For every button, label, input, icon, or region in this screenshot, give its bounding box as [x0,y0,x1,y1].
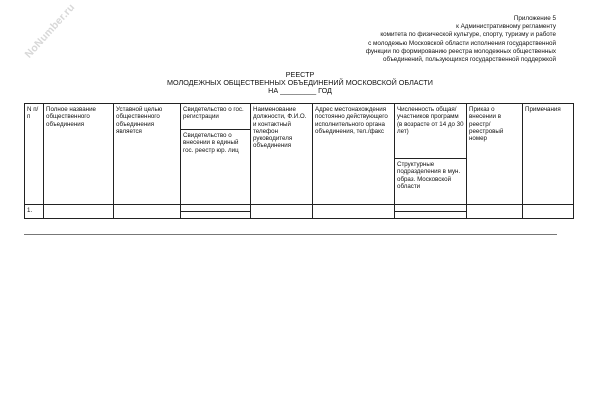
col-header-cert-registration: Свидетельство о гос. регистрации [183,106,244,121]
appendix-line: Приложение 5 [513,15,556,22]
table-row [25,205,574,219]
cell-address [313,205,395,219]
registry-title: РЕЕСТР [285,70,315,79]
appendix-block [256,15,556,64]
cell-order [467,205,523,219]
bottom-rule [24,234,557,235]
appendix-line: к Административному регламенту [456,23,556,31]
cell-certificates [181,205,251,219]
col-header-membership [395,104,467,205]
registry-table [24,103,574,219]
col-header-structural-units: Структурные подразделения в мун. образ. Московской области [395,158,466,190]
appendix-line: объединений, пользующихся государственной поддержкой [382,56,556,64]
registry-subtitle: МОЛОДЕЖНЫХ ОБЩЕСТВЕННЫХ ОБЪЕДИНЕНИЙ МОСКОВСКОЙ ОБЛАСТИ [167,78,433,87]
appendix-line: функции по формированию реестра молодежных общественных [365,47,556,55]
cell-full-name [44,205,114,219]
col-header-certificates [181,104,251,205]
col-header-membership-total: Численность общая/участников программ (в возрасте от 14 до 30 лет) [397,106,464,135]
appendix-line: комитета по физической культуре, спорту, туризму и работе [380,31,556,39]
col-header-cert-entry: Свидетельство о внесении в единый гос. реестр юр. лиц [181,129,250,154]
cell-goal [114,205,181,219]
cell-notes [523,205,574,219]
cell-num: 1. [25,205,44,219]
col-header-full-name: Полное название общественного объединения [44,104,114,205]
col-header-notes: Примечания [523,104,574,205]
appendix-line: с молодежью Московской области исполнения государственной [368,39,556,47]
col-header-head-info: Наименование должности, Ф.И.О. и контактный телефон руководителя объединения [251,104,313,205]
watermark: NoNumber.ru [22,1,78,61]
col-header-num: N п/п [25,104,44,205]
col-header-goal: Уставной целью общественного объединения является [114,104,181,205]
cell-head-info [251,205,313,219]
col-header-address: Адрес местонахождения постоянно действующего исполнительного органа объединения, тел./факс [313,104,395,205]
cell-membership [395,205,467,219]
col-header-order: Приказ о внесении в реестр/реестровый номер [467,104,523,205]
registry-year-line: НА _________ ГОД [268,86,332,95]
